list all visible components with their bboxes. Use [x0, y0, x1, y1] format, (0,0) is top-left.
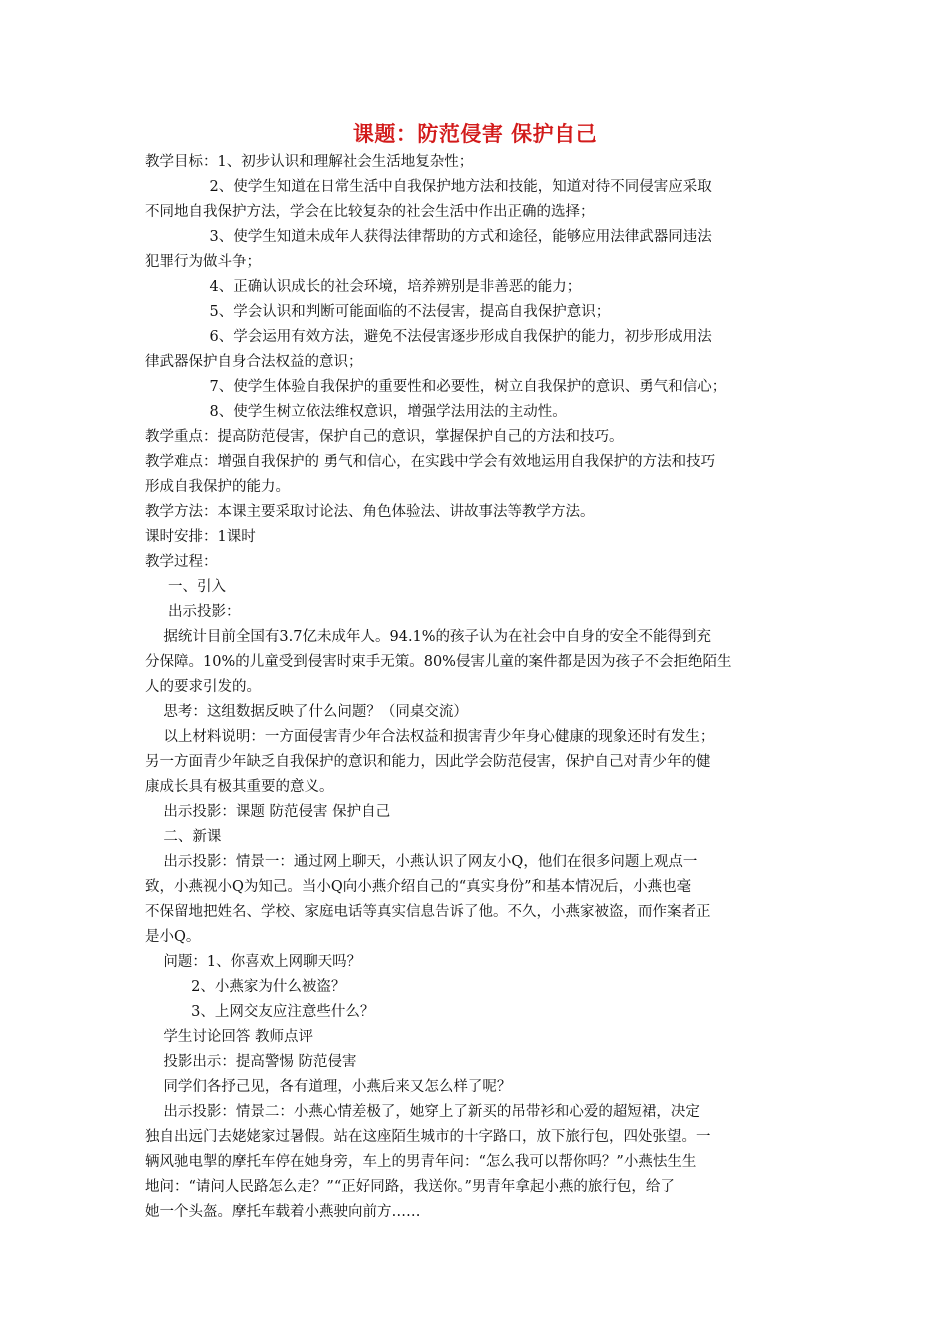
- text-line: 教学方法：本课主要采取讨论法、角色体验法、讲故事法等教学方法。: [145, 504, 595, 520]
- text-line: 分保障。10%的儿童受到侵害时束手无策。80%侵害儿童的案件都是因为孩子不会拒绝陌生: [145, 654, 732, 670]
- text-line: 2、小燕家为什么被盗？: [145, 979, 346, 995]
- text-line: 出示投影：情景二：小燕心情差极了，她穿上了新买的吊带衫和心爱的超短裙，决定: [145, 1104, 700, 1120]
- text-line: 出示投影：情景一：通过网上聊天，小燕认识了网友小Q，他们在很多问题上观点一: [145, 854, 698, 870]
- text-line: 人的要求引发的。: [145, 679, 261, 695]
- text-line: 以上材料说明：一方面侵害青少年合法权益和损害青少年身心健康的现象还时有发生；: [145, 729, 715, 745]
- text-line: 二、新课: [145, 829, 222, 845]
- text-line: 同学们各抒己见，各有道理，小燕后来又怎么样了呢？: [145, 1079, 512, 1095]
- text-line: 2、使学生知道在日常生活中自我保护地方法和技能，知道对待不同侵害应采取: [145, 179, 712, 195]
- text-line: 教学过程：: [145, 554, 218, 570]
- text-line: 思考：这组数据反映了什么问题？（同桌交流）: [145, 704, 468, 720]
- text-line: 教学目标：1、初步认识和理解社会生活地复杂性；: [145, 154, 474, 170]
- text-line: 投影出示：提高警惕 防范侵害: [145, 1054, 357, 1070]
- text-line: 教学重点：提高防范侵害，保护自己的意识，掌握保护自己的方法和技巧。: [145, 429, 624, 445]
- text-line: 问题：1、你喜欢上网聊天吗？: [145, 954, 362, 970]
- text-line: 致，小燕视小Q为知己。当小Q向小燕介绍自己的“真实身份”和基本情况后，小燕也毫: [145, 879, 692, 895]
- text-line: 课时安排：1课时: [145, 529, 256, 545]
- text-line: 另一方面青少年缺乏自我保护的意识和能力，因此学会防范侵害，保护自己对青少年的健: [145, 754, 711, 770]
- text-line: 6、学会运用有效方法，避免不法侵害逐步形成自我保护的能力，初步形成用法: [145, 329, 712, 345]
- text-line: 3、上网交友应注意些什么？: [145, 1004, 375, 1020]
- text-line: 5、学会认识和判断可能面临的不法侵害，提高自我保护意识；: [145, 304, 611, 320]
- document-title: 课题：防范侵害 保护自己: [352, 122, 598, 146]
- text-line: 她一个头盔。摩托车载着小燕驶向前方……: [145, 1204, 421, 1220]
- text-line: 形成自我保护的能力。: [145, 479, 290, 495]
- text-line: 康成长具有极其重要的意义。: [145, 779, 334, 795]
- text-line: 4、正确认识成长的社会环境，培养辨别是非善恶的能力；: [145, 279, 582, 295]
- text-line: 辆风驰电掣的摩托车停在她身旁，车上的男青年问：“怎么我可以帮你吗？”小燕怯生生: [145, 1154, 697, 1170]
- text-line: 3、使学生知道未成年人获得法律帮助的方式和途径，能够应用法律武器同违法: [145, 229, 712, 245]
- text-line: 据统计目前全国有3.7亿未成年人。94.1%的孩子认为在社会中自身的安全不能得到充: [145, 629, 712, 645]
- text-line: 一、引入: [145, 579, 227, 595]
- text-line: 独自出远门去姥姥家过暑假。站在这座陌生城市的十字路口，放下旅行包，四处张望。一: [145, 1129, 711, 1145]
- text-line: 7、使学生体验自我保护的重要性和必要性，树立自我保护的意识、勇气和信心；: [145, 379, 727, 395]
- text-line: 学生讨论回答 教师点评: [145, 1029, 314, 1045]
- text-line: 出示投影：课题 防范侵害 保护自己: [145, 804, 391, 820]
- text-line: 犯罪行为做斗争；: [145, 254, 261, 270]
- text-line: 不同地自我保护方法，学会在比较复杂的社会生活中作出正确的选择；: [145, 204, 595, 220]
- document-body: [145, 150, 805, 1225]
- text-line: 不保留地把姓名、学校、家庭电话等真实信息告诉了他。不久，小燕家被盗，而作案者正: [145, 904, 711, 920]
- text-line: 出示投影：: [145, 604, 241, 620]
- text-line: 8、使学生树立依法维权意识，增强学法用法的主动性。: [145, 404, 567, 420]
- text-line: 地问：“请问人民路怎么走？”“正好同路，我送你。”男青年拿起小燕的旅行包，给了: [145, 1179, 675, 1195]
- text-line: 是小Q。: [145, 929, 201, 945]
- text-line: 教学难点：增强自我保护的 勇气和信心，在实践中学会有效地运用自我保护的方法和技巧: [145, 454, 716, 470]
- text-line: 律武器保护自身合法权益的意识；: [145, 354, 363, 370]
